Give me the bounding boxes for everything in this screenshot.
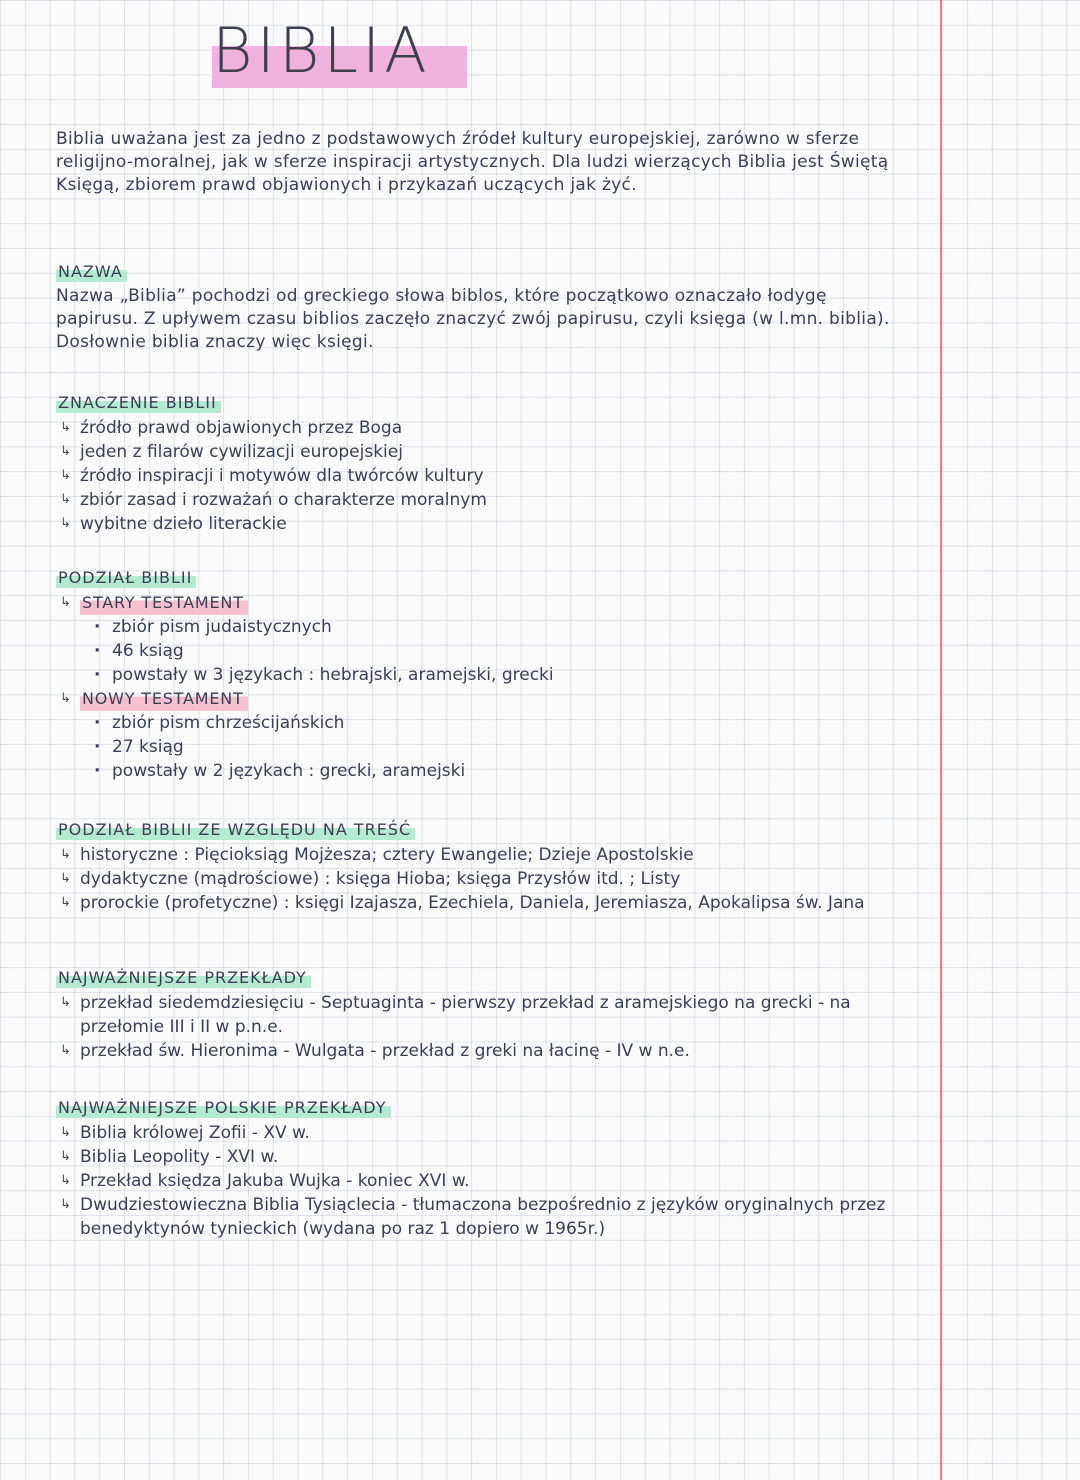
- polskie-section: [56, 1098, 906, 1241]
- list-item: ↳ przekład siedemdziesięciu - Septuaginta - pierwszy przekład z aramejskiego na grecki - na przełomie III i II w p.n.e.: [56, 991, 906, 1039]
- nowy-testament-details: [80, 711, 896, 783]
- list-item: ↳ dydaktyczne (mądrościowe) : księga Hioba; księga Przysłów itd. ; Listy: [56, 867, 906, 891]
- nowy-testament-label: NOWY TESTAMENT: [80, 687, 248, 711]
- nazwa-paragraph: Nazwa „Biblia” pochodzi od greckiego słowa biblos, które początkowo oznaczało łodygę papirusu. Z upływem czasu biblios zaczęło znaczyć zwój papirusu, czyli księga (w l.mn. biblia). Dosłownie biblia znaczy więc księgi.: [56, 286, 890, 352]
- przeklady-heading: NAJWAŻNIEJSZE PRZEKŁADY: [56, 968, 311, 988]
- list-item: ↳ jeden z filarów cywilizacji europejskiej: [56, 440, 896, 464]
- znaczenie-list: [56, 416, 896, 536]
- podzial-heading: PODZIAŁ BIBLII: [56, 568, 196, 588]
- nazwa-section: [56, 262, 896, 354]
- polskie-heading: NAJWAŻNIEJSZE POLSKIE PRZEKŁADY: [56, 1098, 391, 1118]
- przeklady-list: [56, 991, 906, 1063]
- stary-testament-item: [56, 591, 896, 687]
- list-item: ↳ przekład św. Hieronima - Wulgata - przekład z greki na łacinę - IV w n.e.: [56, 1039, 906, 1063]
- list-item: ↳ zbiór zasad i rozważań o charakterze moralnym: [56, 488, 896, 512]
- nowy-testament-item: [56, 687, 896, 783]
- list-item: ↳ Przekład księdza Jakuba Wujka - koniec XVI w.: [56, 1169, 906, 1193]
- przeklady-section: [56, 968, 906, 1063]
- podzial-tresc-list: [56, 843, 906, 915]
- list-item: · powstały w 3 językach : hebrajski, aramejski, grecki: [80, 663, 896, 687]
- list-item: ↳ źródło prawd objawionych przez Boga: [56, 416, 896, 440]
- list-item: ↳ historyczne : Pięcioksiąg Mojżesza; cztery Ewangelie; Dzieje Apostolskie: [56, 843, 906, 867]
- list-item: · zbiór pism judaistycznych: [80, 615, 896, 639]
- polskie-list: [56, 1121, 906, 1241]
- podzial-section: [56, 568, 896, 783]
- page-title: BIBLIA: [212, 14, 431, 87]
- title-block: [212, 14, 431, 87]
- znaczenie-section: [56, 393, 896, 536]
- list-item: · zbiór pism chrześcijańskich: [80, 711, 896, 735]
- list-item: ↳ Biblia Leopolity - XVI w.: [56, 1145, 906, 1169]
- list-item: · 27 ksiąg: [80, 735, 896, 759]
- list-item: ↳ prorockie (profetyczne) : księgi Izajasza, Ezechiela, Daniela, Jeremiasza, Apokalipsa św. Jana: [56, 891, 906, 915]
- margin-line: [940, 0, 942, 1480]
- znaczenie-heading: ZNACZENIE BIBLII: [56, 393, 221, 413]
- podzial-tresc-heading: PODZIAŁ BIBLII ZE WZGLĘDU NA TREŚĆ: [56, 820, 415, 840]
- podzial-list: [56, 591, 896, 783]
- list-item: ↳ wybitne dzieło literackie: [56, 512, 896, 536]
- nazwa-heading: NAZWA: [56, 262, 127, 282]
- list-item: ↳ Biblia królowej Zofii - XV w.: [56, 1121, 906, 1145]
- intro-paragraph: Biblia uważana jest za jedno z podstawowych źródeł kultury europejskiej, zarówno w sferze religijno-moralnej, jak w sferze inspiracji artystycznych. Dla ludzi wierzących Biblia jest Świętą Księgą, zbiorem prawd objawionych i przykazań uczących jak żyć.: [56, 129, 889, 195]
- stary-testament-details: [80, 615, 896, 687]
- list-item: · powstały w 2 językach : grecki, aramejski: [80, 759, 896, 783]
- podzial-tresc-section: [56, 820, 906, 915]
- stary-testament-label: STARY TESTAMENT: [80, 591, 248, 615]
- list-item: ↳ Dwudziestowieczna Biblia Tysiąclecia - tłumaczona bezpośrednio z języków oryginalnych przez benedyktynów tynieckich (wydana po raz 1 dopiero w 1965r.): [56, 1193, 906, 1241]
- intro-section: [56, 128, 906, 197]
- list-item: ↳ źródło inspiracji i motywów dla twórców kultury: [56, 464, 896, 488]
- list-item: · 46 ksiąg: [80, 639, 896, 663]
